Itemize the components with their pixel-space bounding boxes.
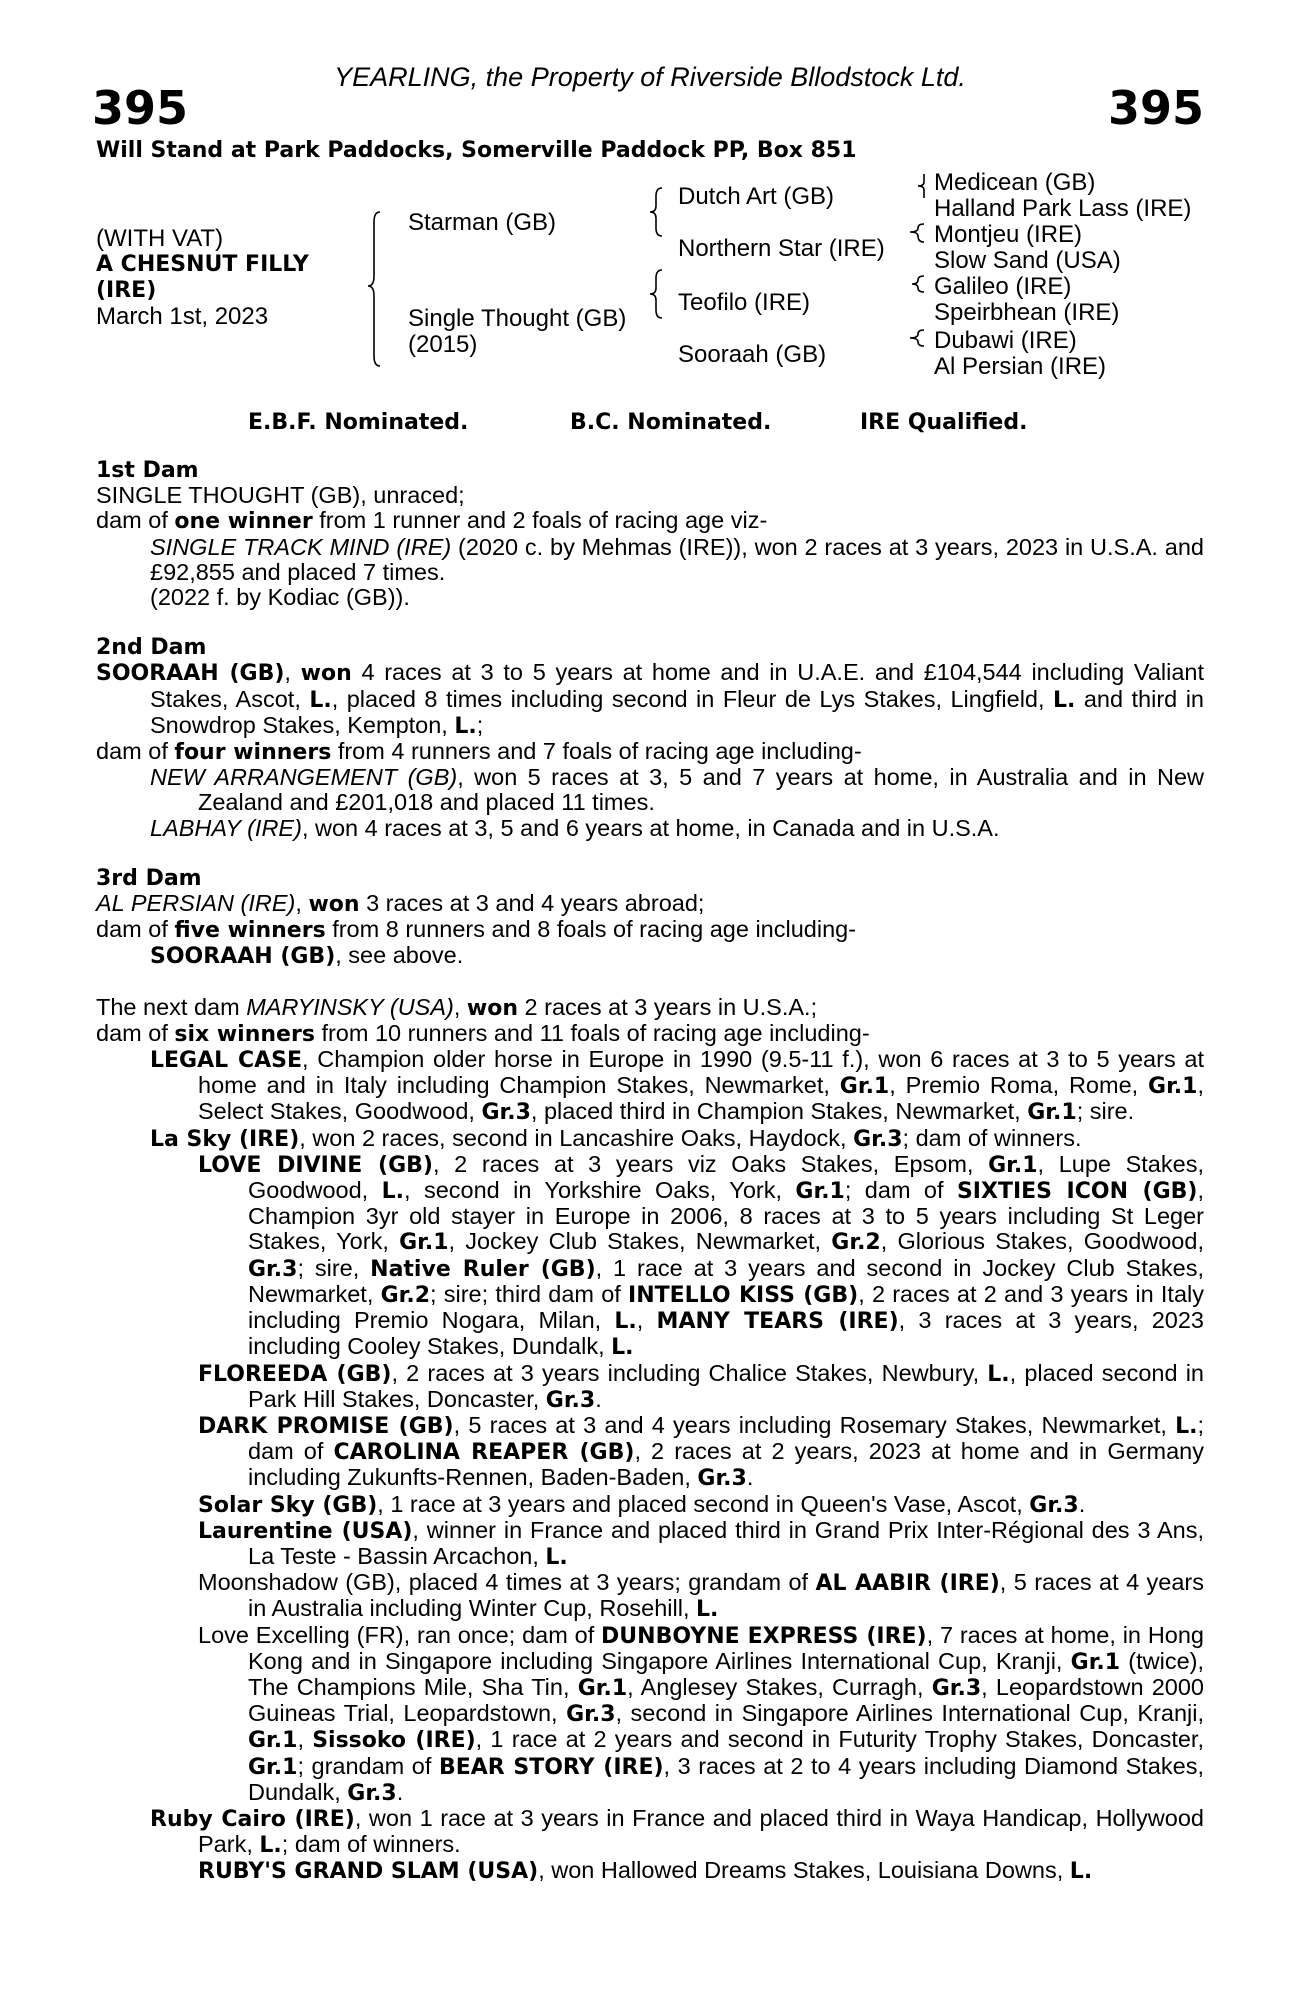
produce-entry-solar-sky: Solar Sky (GB), 1 race at 3 years and placed second in Queen's Vase, Ascot, Gr.3. xyxy=(198,1490,1086,1518)
great-grandsire-1: Medicean (GB) xyxy=(934,169,1096,196)
produce-entry-dark-promise: DARK PROMISE (GB), 5 races at 3 and 4 years including Rosemary Stakes, Newmarket, L.; dam of CAROLINA REAPER (GB), 2 races at 2 years, 2023 at home and in Germany including Zukunfts-Rennen, Baden-Baden, Gr.3. xyxy=(198,1411,1205,1492)
second-dam-produce: dam of four winners from 4 runners and 7 foals of racing age including- xyxy=(96,738,862,766)
sire-sire: Dutch Art (GB) xyxy=(678,183,835,210)
pedigree-table xyxy=(96,166,1204,404)
third-dam-heading: 3rd Dam xyxy=(96,865,202,891)
dam-dam: Sooraah (GB) xyxy=(678,341,827,368)
produce-entry: SOORAAH (GB), see above. xyxy=(150,942,464,970)
great-granddam-3: Speirbhean (IRE) xyxy=(934,299,1120,326)
first-dam-line: SINGLE THOUGHT (GB), unraced; xyxy=(96,482,465,509)
produce-entry: LABHAY (IRE), won 4 races at 3, 5 and 6 years at home, in Canada and in U.S.A. xyxy=(150,814,1000,841)
lot-description-suffix: (IRE) xyxy=(96,278,157,303)
second-dam-record: SOORAAH (GB), won 4 races at 3 to 5 years at home and in U.A.E. and £104,544 including Valiant Stakes, Ascot, L., placed 8 times including second in Fleur de Lys Stakes, Lingfield, L. and third in Snowdrop Stakes, Kempton, L.; xyxy=(96,659,1205,739)
produce-entry-laurentine: Laurentine (USA), winner in France and placed third in Grand Prix Inter-Régional des 3 Ans, La Teste - Bassin Arcachon, L. xyxy=(198,1516,1205,1570)
dam-sire: Teofilo (IRE) xyxy=(678,289,811,316)
catalogue-page xyxy=(92,60,1205,1885)
great-grandsire-3: Galileo (IRE) xyxy=(934,273,1072,300)
produce-entry-love-excelling: Love Excelling (FR), ran once; dam of DUNBOYNE EXPRESS (IRE), 7 races at home, in Hong Kong and in Singapore including Singapore Airlines International Cup, Kranji, Gr.1 (twice), The Champions Mile, Sha Tin, Gr.1, Anglesey Stakes, Curragh, Gr.3, Leopardstown 2000 Guineas Trial, Leopardstown, Gr.3, second in Singapore Airlines International Cup, Kranji, Gr.1, Sissoko (IRE), 1 race at 2 years and second in Futurity Trophy Stakes, Doncaster, Gr.1; grandam of BEAR STORY (IRE), 3 races at 2 to 4 years including Diamond Stakes, Dundalk, Gr.3. xyxy=(198,1621,1205,1806)
lot-description: A CHESNUT FILLY xyxy=(96,252,309,277)
next-dam-produce: dam of six winners from 10 runners and 11 foals of racing age including- xyxy=(96,1019,870,1047)
second-dam-heading: 2nd Dam xyxy=(96,635,207,661)
produce-entry-la-sky: La Sky (IRE), won 2 races, second in Lancashire Oaks, Haydock, Gr.3; dam of winners. xyxy=(150,1124,1082,1152)
produce-entry-ruby-cairo: Ruby Cairo (IRE), won 1 race at 3 years in France and placed third in Waya Handicap, Hollywood Park, L.; dam of winners. xyxy=(150,1804,1204,1859)
ebf-nomination: E.B.F. Nominated. xyxy=(248,410,469,435)
produce-entry-moonshadow: Moonshadow (GB), placed 4 times at 3 years; grandam of AL AABIR (IRE), 5 races at 4 years in Australia including Winter Cup, Rosehill, L. xyxy=(198,1569,1205,1623)
dam-year: (2015) xyxy=(408,331,478,358)
produce-entry: SINGLE TRACK MIND (IRE) (2020 c. by Mehmas (IRE)), won 2 races at 3 years, 2023 in U.S.A. and £92,855 and placed 7 times. xyxy=(150,533,1204,585)
produce-entry: (2022 f. by Kodiac (GB)). xyxy=(150,584,410,611)
vat-label: (WITH VAT) xyxy=(96,225,224,252)
produce-entry-love-divine: LOVE DIVINE (GB), 2 races at 3 years viz Oaks Stakes, Epsom, Gr.1, Lupe Stakes, Goodwood, L., second in Yorkshire Oaks, York, Gr.1; dam of SIXTIES ICON (GB), Champion 3yr old stayer in Europe in 2006, 8 races at 3 to 5 years including St Leger Stakes, York, Gr.1, Jockey Club Stakes, Newmarket, Gr.2, Glorious Stakes, Goodwood, Gr.3; sire, Native Ruler (GB), 1 race at 3 years and second in Jockey Club Stakes, Newmarket, Gr.2; sire; third dam of INTELLO KISS (GB), 2 races at 2 and 3 years in Italy including Premio Nogara, Milan, L., MANY TEARS (IRE), 3 races at 3 years, 2023 including Cooley Stakes, Dundalk, L. xyxy=(198,1150,1205,1361)
lot-number-right: 395 xyxy=(1107,81,1204,135)
foaling-date: March 1st, 2023 xyxy=(96,303,269,330)
dam: Single Thought (GB) xyxy=(408,305,627,332)
third-dam-produce: dam of five winners from 8 runners and 8 foals of racing age including- xyxy=(96,916,857,944)
great-grandsire-4: Dubawi (IRE) xyxy=(934,327,1077,354)
next-dam-record: The next dam MARYINSKY (USA), won 2 races at 3 years in U.S.A.; xyxy=(96,993,818,1021)
first-dam-heading: 1st Dam xyxy=(96,458,199,483)
stand-location: Will Stand at Park Paddocks, Somerville Paddock PP, Box 851 xyxy=(96,138,857,163)
ire-qualification: IRE Qualified. xyxy=(860,410,1028,435)
lot-number-left: 395 xyxy=(92,81,189,135)
produce-entry-rubys-grand-slam: RUBY'S GRAND SLAM (USA), won Hallowed Dreams Stakes, Louisiana Downs, L. xyxy=(198,1857,1093,1885)
nominations xyxy=(96,404,1204,452)
third-dam-record: AL PERSIAN (IRE), won 3 races at 3 and 4 years abroad; xyxy=(96,890,705,918)
page-header: YEARLING, the Property of Riverside Bllodstock Ltd. xyxy=(334,62,966,92)
produce-entry: NEW ARRANGEMENT (GB), won 5 races at 3, 5 and 7 years at home, in Australia and in New Zealand and £201,018 and placed 11 times. xyxy=(150,764,1204,816)
great-granddam-4: Al Persian (IRE) xyxy=(934,353,1107,380)
first-dam-produce: dam of one winner from 1 runner and 2 foals of racing age viz- xyxy=(96,507,768,535)
produce-entry-legal-case: LEGAL CASE, Champion older horse in Europe in 1990 (9.5-11 f.), won 6 races at 3 to 5 years at home and in Italy including Champion Stakes, Newmarket, Gr.1, Premio Roma, Rome, Gr.1, Select Stakes, Goodwood, Gr.3, placed third in Champion Stakes, Newmarket, Gr.1; sire. xyxy=(150,1046,1204,1126)
sire-dam: Northern Star (IRE) xyxy=(678,235,885,262)
lot-number-row xyxy=(92,81,1204,142)
great-granddam-2: Slow Sand (USA) xyxy=(934,247,1121,274)
bc-nomination: B.C. Nominated. xyxy=(570,410,772,435)
sire: Starman (GB) xyxy=(408,209,557,236)
pedigree-notes xyxy=(96,458,1204,1885)
produce-entry-floreeda: FLOREEDA (GB), 2 races at 3 years including Chalice Stakes, Newbury, L., placed second in Park Hill Stakes, Doncaster, Gr.3. xyxy=(198,1359,1204,1413)
great-granddam-1: Halland Park Lass (IRE) xyxy=(934,195,1192,222)
great-grandsire-2: Montjeu (IRE) xyxy=(934,221,1083,248)
